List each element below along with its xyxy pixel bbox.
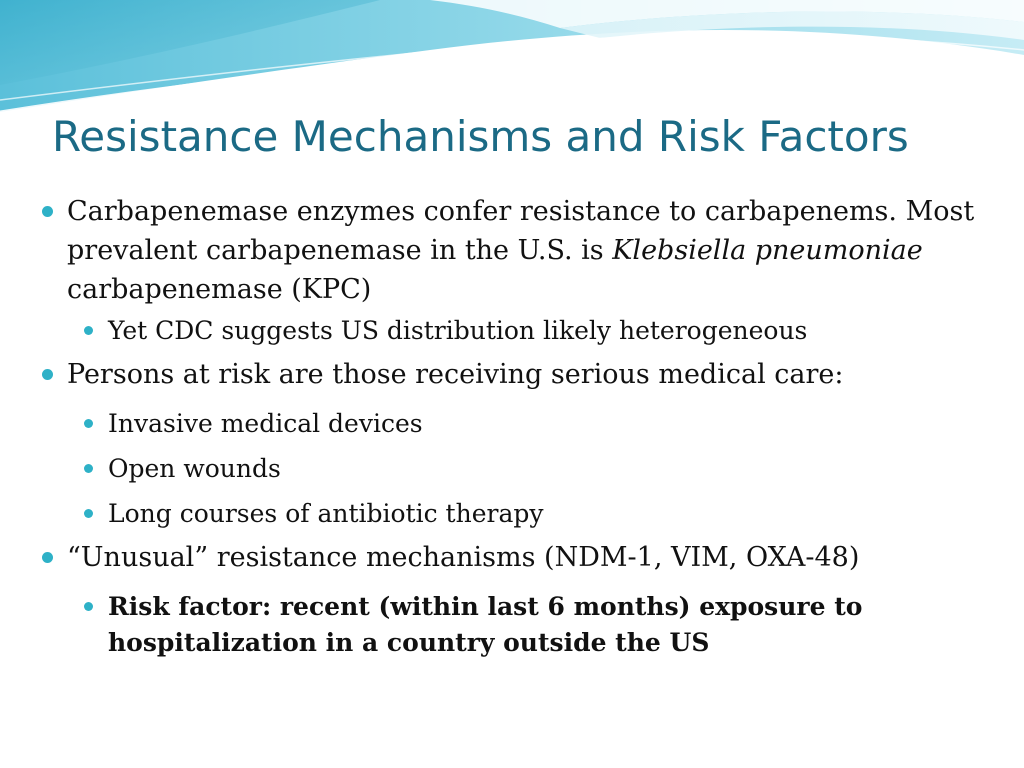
sub-bullet-item bbox=[67, 589, 1011, 661]
sub-bullet-list bbox=[67, 313, 1011, 349]
sub-bullet-text: Invasive medical devices bbox=[108, 409, 423, 438]
sub-bullet-dot-icon bbox=[84, 326, 93, 335]
sub-bullet-item bbox=[67, 451, 1011, 487]
sub-bullet-list bbox=[67, 589, 1011, 661]
sub-bullet-text: Long courses of antibiotic therapy bbox=[108, 499, 544, 528]
sub-bullet-dot-icon bbox=[84, 419, 93, 428]
sub-bullet-item bbox=[67, 313, 1011, 349]
sub-bullet-dot-icon bbox=[84, 509, 93, 518]
bullet-text: Carbapenemase enzymes confer resistance to carbapenems. Most prevalent carbapenemase in the U.S. is bbox=[67, 196, 975, 266]
bullet-list bbox=[36, 192, 1011, 661]
bullet-text: Persons at risk are those receiving serious medical care: bbox=[67, 359, 844, 390]
sub-bullet-item bbox=[67, 496, 1011, 532]
bullet-dot-icon bbox=[42, 552, 53, 563]
bullet-text-tail: carbapenemase (KPC) bbox=[67, 274, 372, 305]
bullet-content bbox=[36, 192, 1011, 667]
sub-bullet-dot-icon bbox=[84, 602, 93, 611]
bullet-dot-icon bbox=[42, 369, 53, 380]
slide-title: Resistance Mechanisms and Risk Factors bbox=[52, 112, 909, 161]
sub-bullet-text: Risk factor: recent (within last 6 months) exposure to hospitalization in a country outside the US bbox=[108, 592, 863, 657]
bullet-text-italic: Klebsiella pneumoniae bbox=[612, 235, 923, 266]
sub-bullet-text: Yet CDC suggests US distribution likely heterogeneous bbox=[108, 316, 808, 345]
sub-bullet-dot-icon bbox=[84, 464, 93, 473]
bullet-item-unusual-mechanisms bbox=[36, 538, 1011, 661]
sub-bullet-list bbox=[67, 406, 1011, 532]
bullet-item-carbapenemase bbox=[36, 192, 1011, 349]
bullet-dot-icon bbox=[42, 206, 53, 217]
bullet-text: “Unusual” resistance mechanisms (NDM-1, VIM, OXA-48) bbox=[67, 542, 860, 573]
sub-bullet-text: Open wounds bbox=[108, 454, 281, 483]
wave-banner-icon bbox=[0, 0, 1024, 120]
bullet-item-persons-at-risk bbox=[36, 355, 1011, 532]
sub-bullet-item bbox=[67, 406, 1011, 442]
